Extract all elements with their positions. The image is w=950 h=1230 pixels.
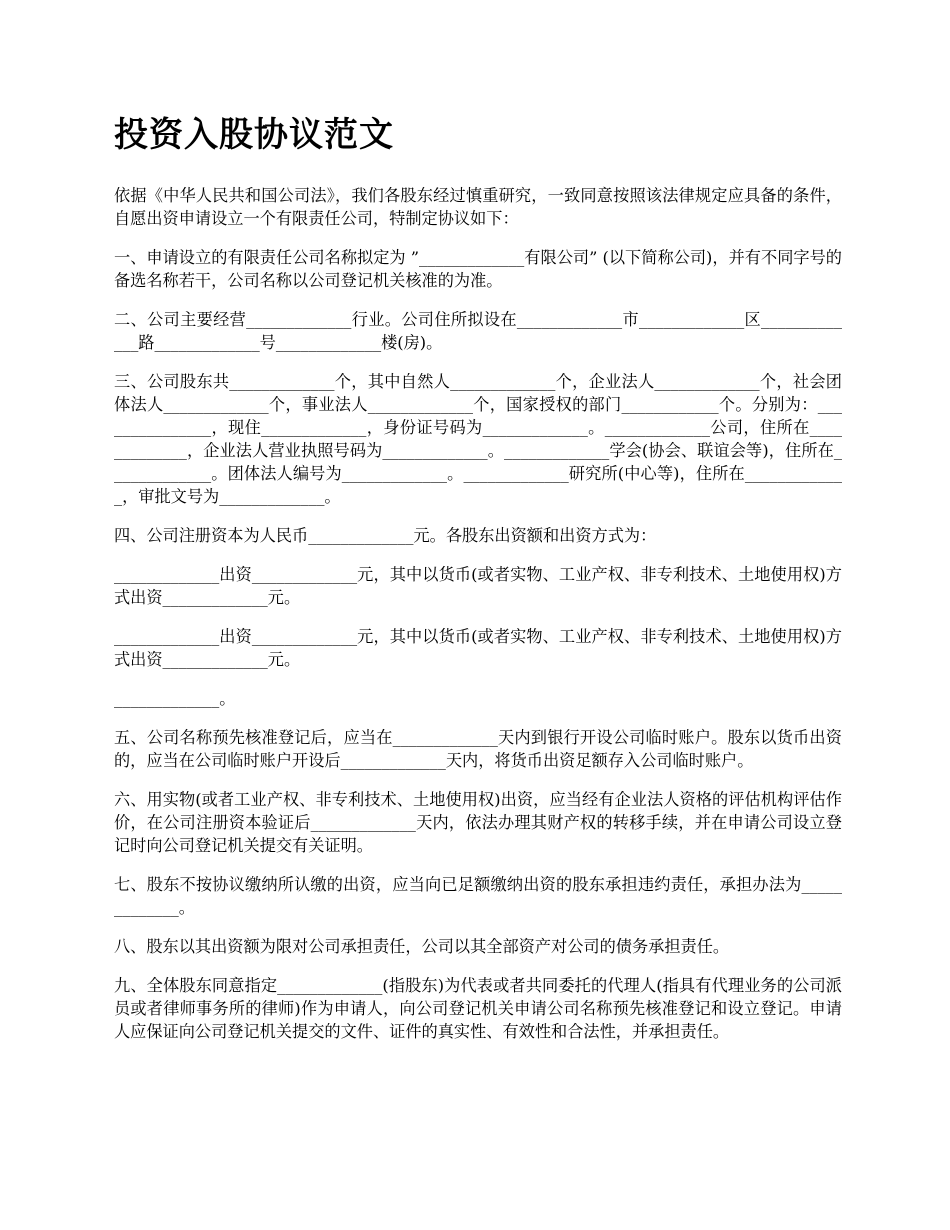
intro-paragraph: 依据《中华人民共和国公司法》，我们各股东经过慎重研究，一致同意按照该法律规定应具备的条件，自愿出资申请设立一个有限责任公司，特制定协议如下：: [114, 186, 842, 228]
clause-8-limited-liability: 八、股东以其出资额为限对公司承担责任，公司以其全部资产对公司的债务承担责任。: [114, 937, 730, 956]
document-page: [114, 110, 842, 1059]
clause-1-company-name: 一、申请设立的有限责任公司名称拟定为 ”_____________有限公司” (以下简称公司)，并有不同字号的备选名称若干，公司名称以公司登记机关核准的为准。: [114, 248, 842, 290]
clause-7-breach-liability: 七、股东不按协议缴纳所认缴的出资，应当向已足额缴纳出资的股东承担违约责任，承担办法为_____________。: [114, 875, 842, 917]
clause-2-business-address: 二、公司主要经营_____________行业。公司住所拟设在_____________市_____________区_____________路_____________号_____________楼(房)。: [114, 310, 842, 352]
clause-6-in-kind-contribution: 六、用实物(或者工业产权、非专利技术、土地使用权)出资，应当经有企业法人资格的评估机构评估作价，在公司注册资本验证后_____________天内，依法办理其财产权的转移手续，并在申请公司设立登记时向公司登记机关提交有关证明。: [114, 790, 842, 855]
contribution-entry-1: _____________出资_____________元，其中以货币(或者实物、工业产权、非专利技术、土地使用权)方式出资_____________元。: [114, 565, 842, 607]
clause-4-registered-capital: 四、公司注册资本为人民币_____________元。各股东出资额和出资方式为：: [114, 526, 657, 545]
document-title: 投资入股协议范文: [114, 115, 394, 155]
contribution-entry-2: _____________出资_____________元，其中以货币(或者实物、工业产权、非专利技术、土地使用权)方式出资_____________元。: [114, 627, 842, 669]
clause-5-bank-account: 五、公司名称预先核准登记后，应当在_____________天内到银行开设公司临时账户。股东以货币出资的，应当在公司临时账户开设后_____________天内，将货币出资足额存入公司临时账户。: [114, 728, 842, 770]
clause-3-shareholders: 三、公司股东共_____________个，其中自然人_____________个，企业法人_____________个，社会团体法人_____________个，事业法人_____________个，国家授权的部门____________个。分别为：_______________，现住_____________，身份证号码为_____________。_____________公司，住所在_____________，企业法人营业执照号码为_____________。_____________学会(协会、联谊会等)，住所在_____________。团体法人编号为_____________。_____________研究所(中心等)，住所在_____________，审批文号为_____________。: [114, 372, 842, 506]
contribution-entry-3: _____________。: [114, 689, 236, 708]
clause-9-applicant-designation: 九、全体股东同意指定_____________(指股东)为代表或者共同委托的代理人(指具有代理业务的公司派员或者律师事务所的律师)作为申请人，向公司登记机关申请公司名称预先核准登记和设立登记。申请人应保证向公司登记机关提交的文件、证件的真实性、有效性和合法性，并承担责任。: [114, 976, 842, 1041]
